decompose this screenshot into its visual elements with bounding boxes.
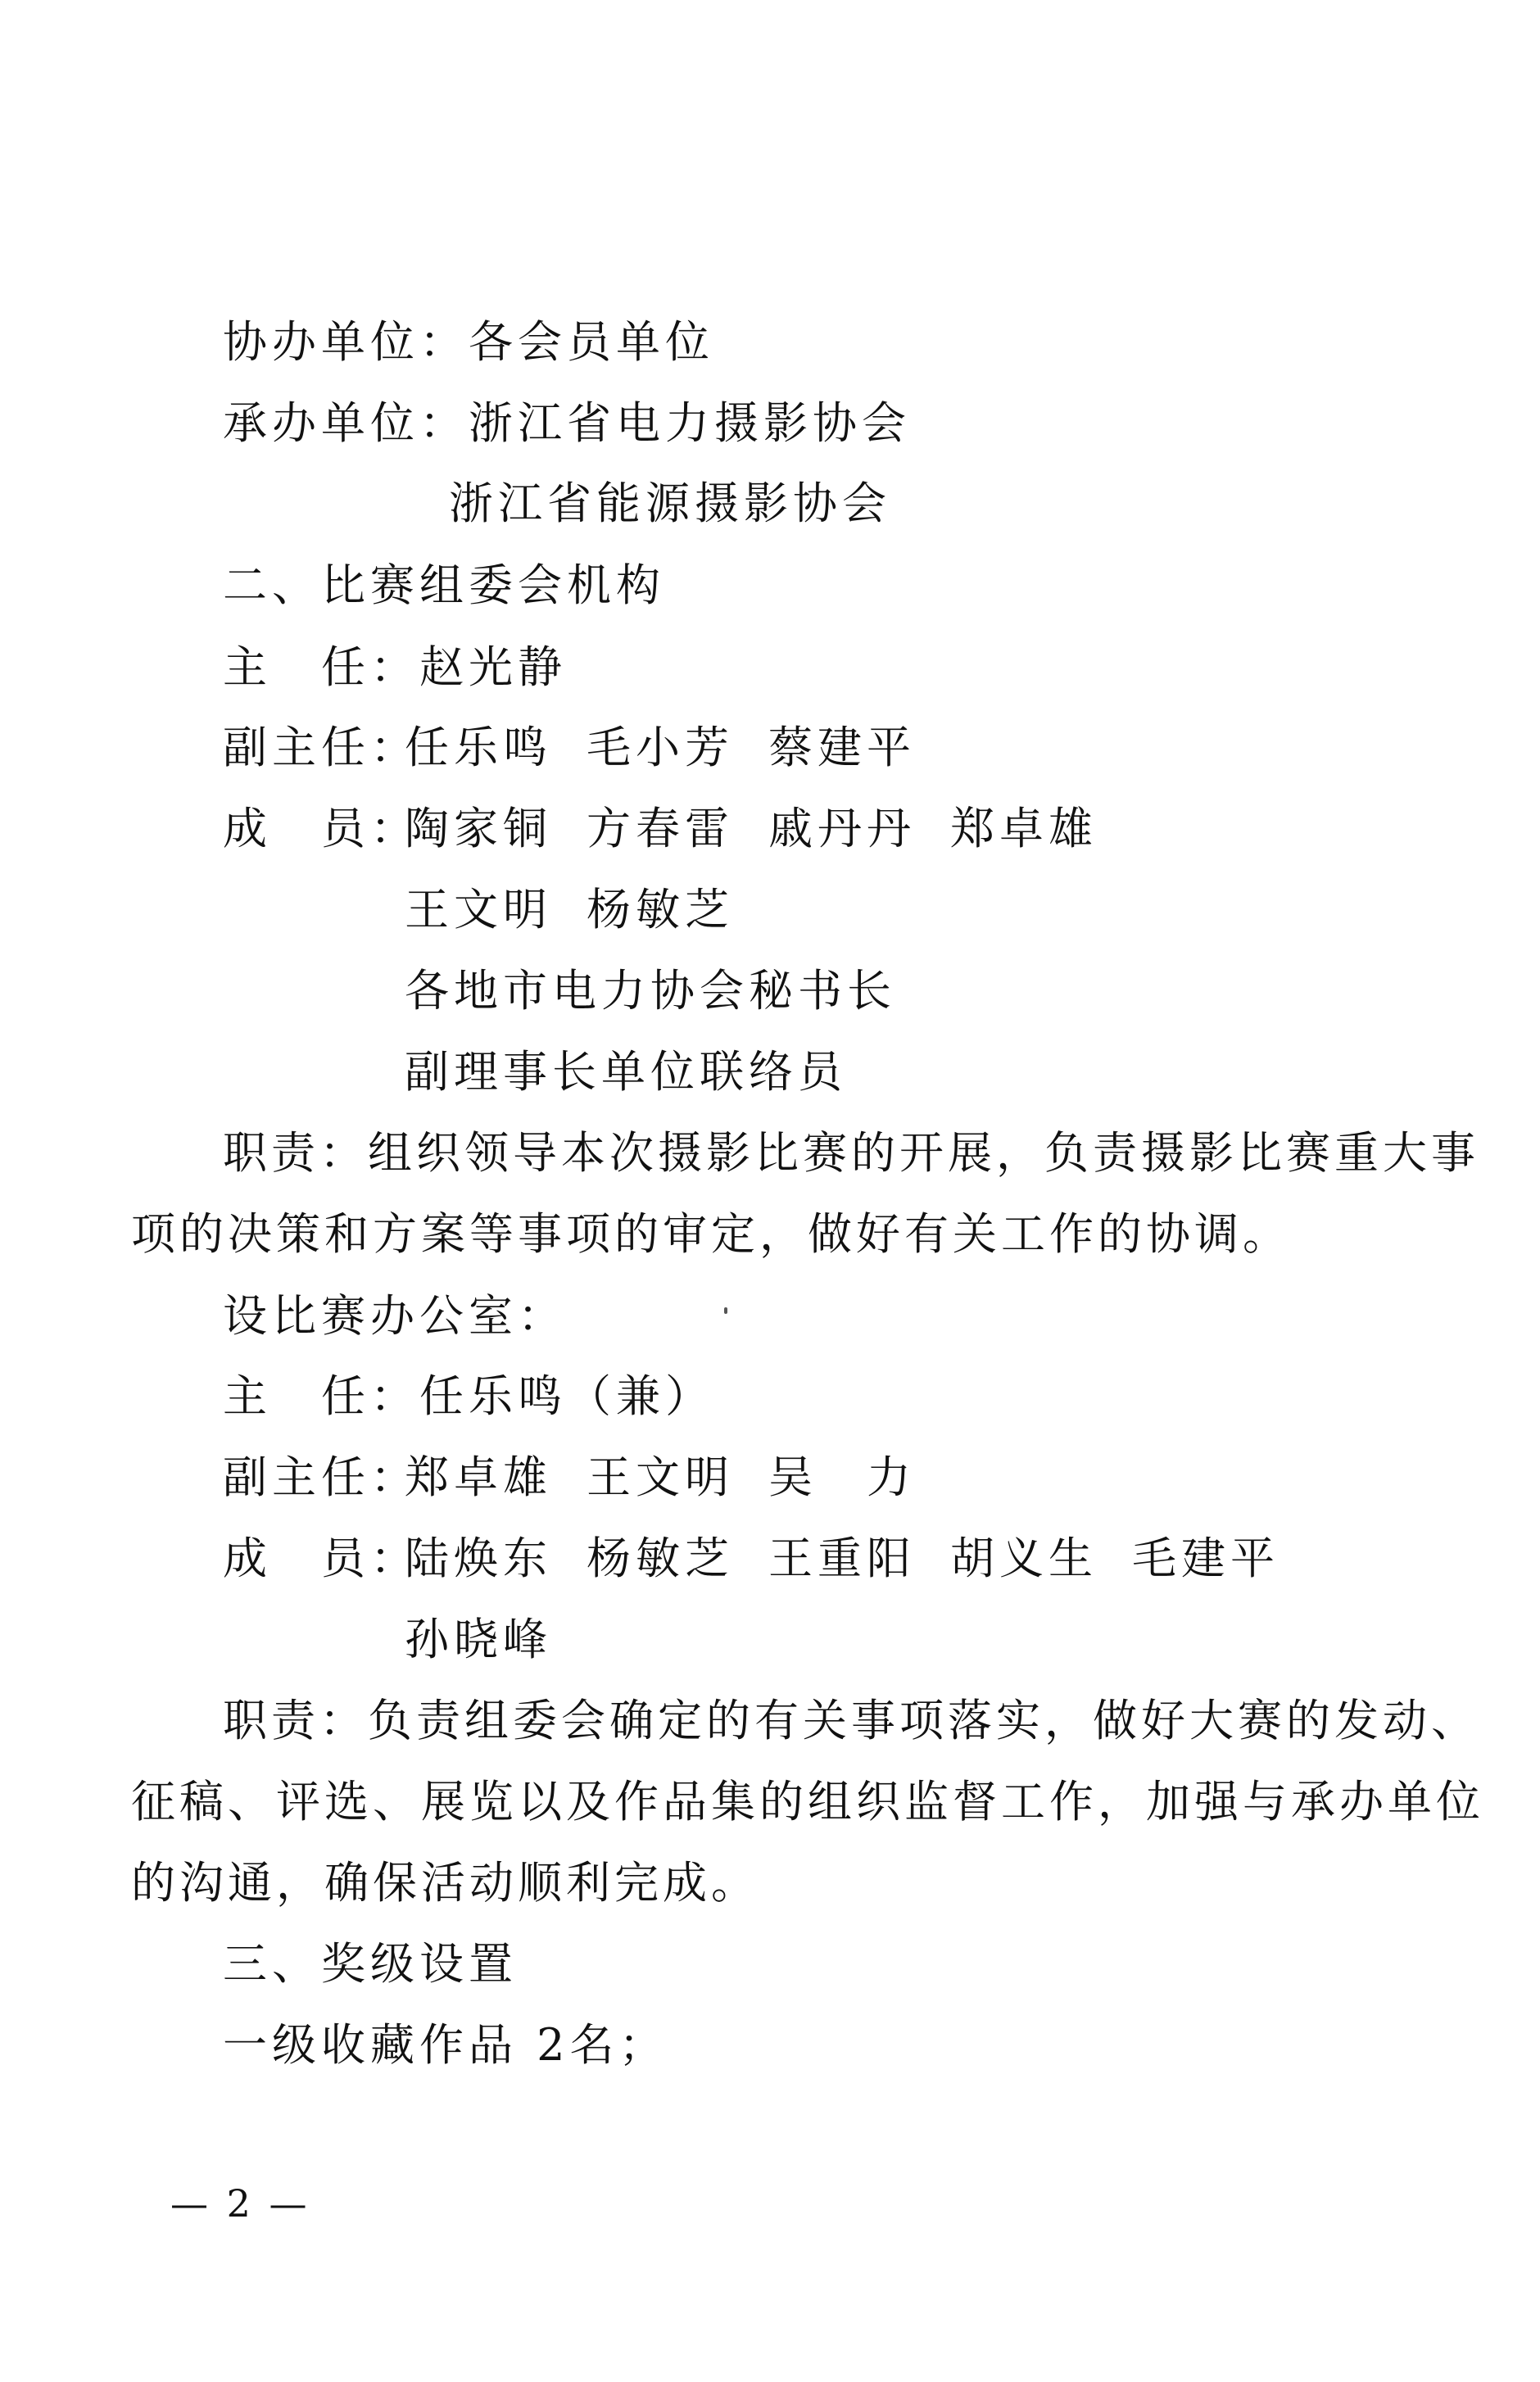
office-member-name: 孙晓峰 (405, 1614, 552, 1665)
office-deputy-name: 吴 力 (768, 1451, 916, 1503)
office-members-line-2 (405, 1611, 552, 1669)
committee-members-line-2 (405, 881, 1224, 939)
committee-deputy-name: 任乐鸣 (405, 722, 552, 773)
committee-member-name: 王文明 (405, 884, 552, 935)
committee-deputy-line (223, 719, 1370, 777)
office-deputy-name: 王文明 (587, 1451, 734, 1503)
committee-deputy-name: 蔡建平 (768, 722, 916, 773)
page-number: — 2 — (170, 2181, 310, 2226)
section-3-heading-text: 三、奖级设置 (223, 1938, 518, 1990)
committee-member-name: 戚丹丹 (768, 803, 916, 854)
committee-members-line (223, 800, 1370, 858)
committee-members-label: 成 员： (223, 803, 419, 854)
office-members-line (223, 1530, 1452, 1587)
duty-2-line-1 (223, 1692, 1479, 1750)
office-deputy-line (223, 1449, 1370, 1506)
office-director-label: 主 任： (223, 1370, 419, 1422)
award-line (223, 2017, 668, 2074)
duty-1-text: 项的决策和方案等事项的审定，做好有关工作的协调。 (131, 1208, 1291, 1260)
co-organizer-value: 各会员单位 (469, 316, 714, 368)
committee-members-line-4 (405, 1044, 847, 1101)
duty-1-line-1 (223, 1125, 1479, 1182)
host-value-2: 浙江省能源摄影协会 (449, 478, 891, 529)
office-members-label: 成 员： (223, 1533, 419, 1584)
host-line-2 (449, 475, 891, 532)
co-organizer-line (223, 314, 714, 371)
office-member-name: 毛建平 (1132, 1533, 1280, 1584)
duty-2-line-3 (131, 1854, 759, 1912)
host-value-1: 浙江省电力摄影协会 (469, 397, 911, 449)
section-2-heading-text: 二、比赛组委会机构 (223, 559, 665, 611)
duty-1-text: 职责：组织领导本次摄影比赛的开展，负责摄影比赛重大事 (223, 1127, 1479, 1179)
committee-director-value: 赵光静 (419, 641, 567, 693)
committee-member-name: 杨敏芝 (587, 884, 734, 935)
co-organizer-label: 协办单位： (223, 316, 469, 368)
host-line (223, 395, 911, 452)
committee-members-text: 各地市电力协会秘书长 (405, 965, 896, 1017)
office-heading-text: 设比赛办公室： (223, 1290, 567, 1342)
committee-members-line-3 (405, 962, 896, 1020)
duty-2-line-2 (131, 1773, 1484, 1831)
committee-deputy-name: 毛小芳 (587, 722, 734, 773)
office-heading (223, 1288, 567, 1345)
office-member-name: 杨敏芝 (587, 1533, 734, 1584)
committee-members-text: 副理事长单位联络员 (405, 1046, 847, 1098)
office-director-line (223, 1368, 714, 1425)
section-2-heading (223, 557, 665, 614)
office-deputy-label: 副主任： (223, 1451, 419, 1503)
committee-deputy-label: 副主任： (223, 722, 419, 773)
duty-1-line-2 (131, 1206, 1291, 1263)
duty-2-text: 的沟通，确保活动顺利完成。 (131, 1857, 759, 1909)
office-member-name: 胡义生 (950, 1533, 1098, 1584)
office-member-name: 陆焕东 (405, 1533, 552, 1584)
committee-member-name: 方春雷 (587, 803, 734, 854)
host-label: 承办单位： (223, 397, 469, 449)
office-deputy-name: 郑卓雄 (405, 1451, 552, 1503)
section-3-heading (223, 1936, 518, 1993)
duty-2-text: 职责：负责组委会确定的有关事项落实，做好大赛的发动、 (223, 1695, 1479, 1746)
office-director-value: 任乐鸣（兼） (419, 1370, 714, 1422)
committee-director-label: 主 任： (223, 641, 419, 693)
office-member-name: 王重阳 (768, 1533, 916, 1584)
committee-director-line (223, 639, 567, 696)
committee-member-name: 陶家铜 (405, 803, 552, 854)
scan-speck (724, 1307, 727, 1314)
award-text: 一级收藏作品 2名； (223, 2019, 668, 2071)
committee-member-name: 郑卓雄 (950, 803, 1098, 854)
duty-2-text: 征稿、评选、展览以及作品集的组织监督工作，加强与承办单位 (131, 1776, 1484, 1827)
